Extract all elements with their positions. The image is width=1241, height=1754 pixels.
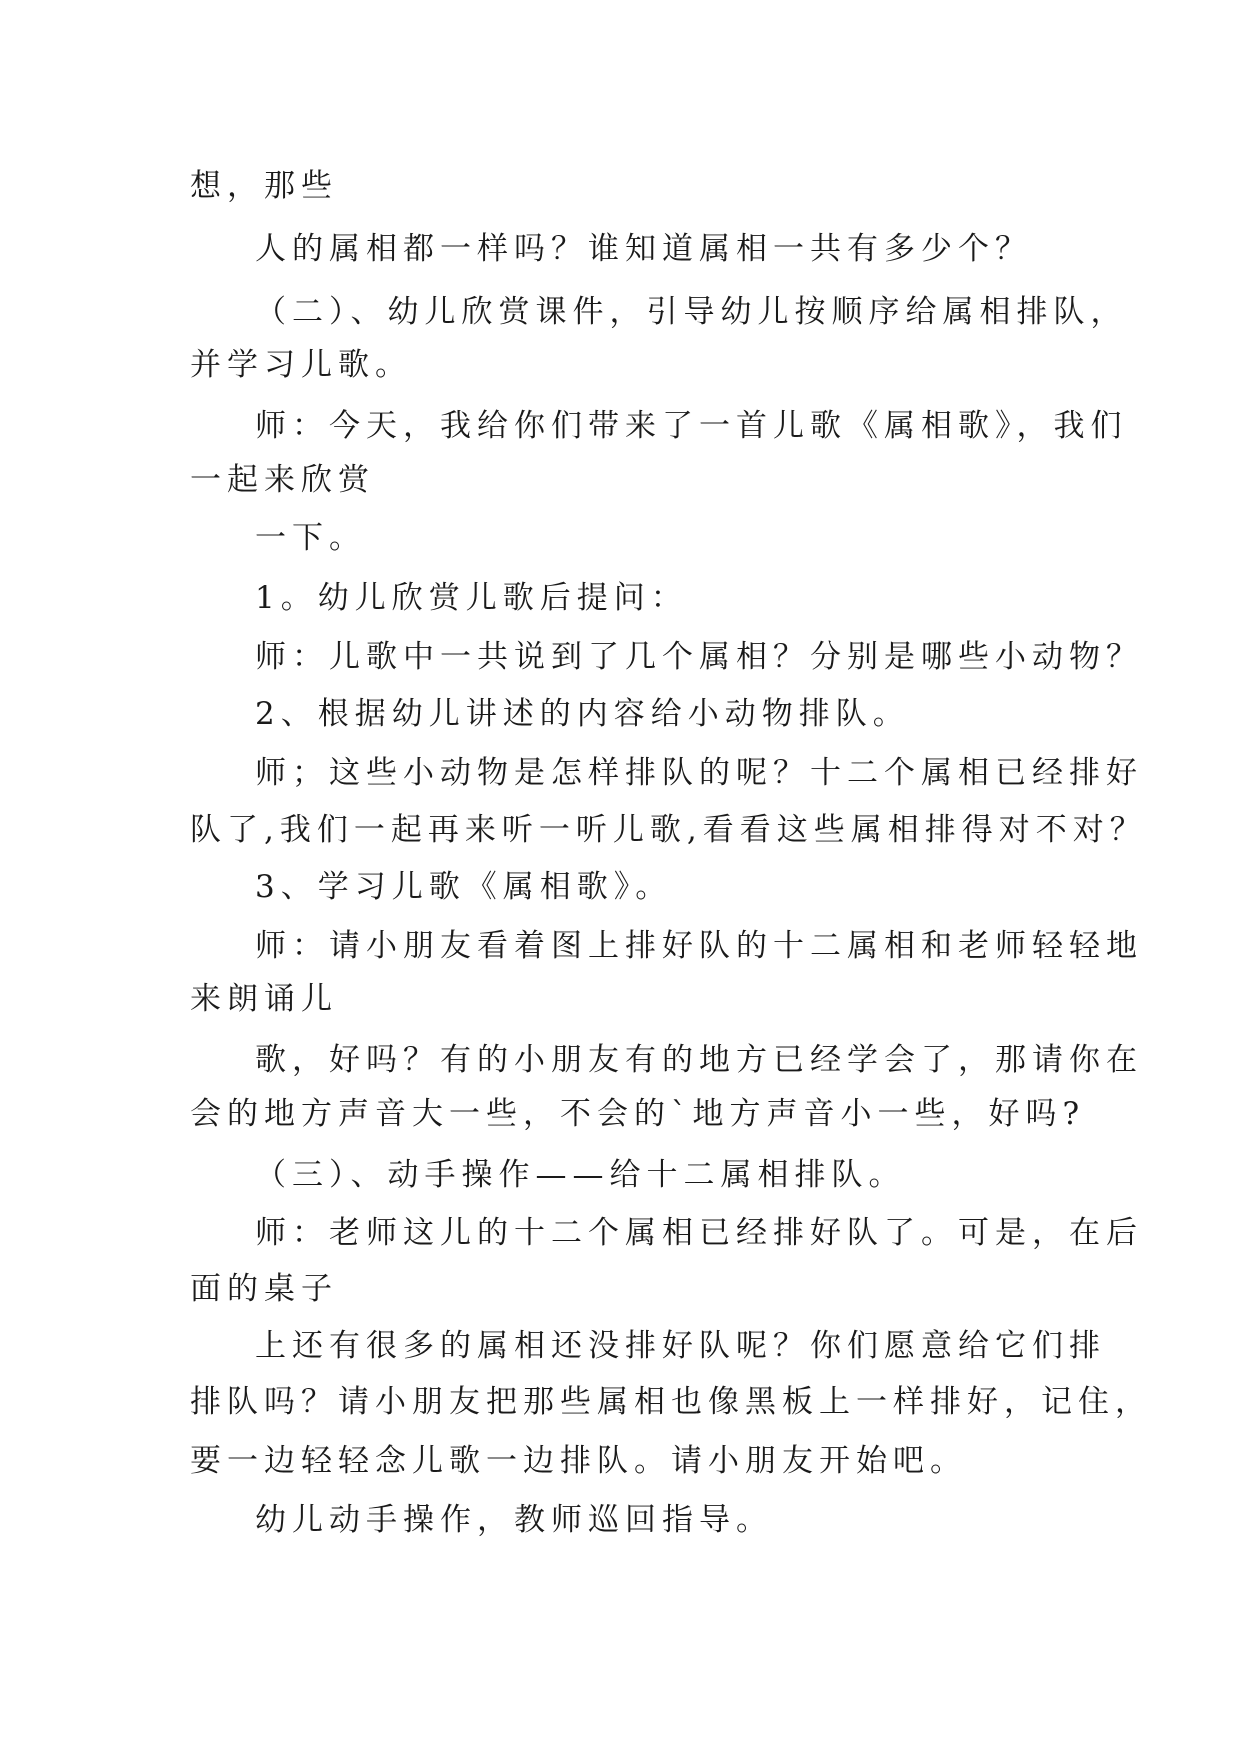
text-line: 一下。 xyxy=(255,520,366,556)
text-line: 2、根据幼儿讲述的内容给小动物排队。 xyxy=(255,696,910,732)
text-line: 师：今天，我给你们带来了一首儿歌《属相歌》，我们 xyxy=(255,408,1128,444)
text-line: （三）、动手操作——给十二属相排队。 xyxy=(255,1157,906,1193)
text-line: 面的桌子 xyxy=(190,1271,338,1307)
text-line: 1。幼儿欣赏儿歌后提问： xyxy=(255,580,688,616)
text-line: 师；这些小动物是怎样排队的呢？十二个属相已经排好 xyxy=(255,755,1143,791)
text-line: 歌，好吗？有的小朋友有的地方已经学会了，那请你在 xyxy=(255,1042,1143,1078)
text-line: 幼儿动手操作，教师巡回指导。 xyxy=(255,1502,773,1538)
text-line: 排队吗？请小朋友把那些属相也像黑板上一样排好，记住， xyxy=(190,1384,1152,1420)
text-line: （二）、幼儿欣赏课件，引导幼儿按顺序给属相排队， xyxy=(255,294,1128,330)
text-line: 想，那些 xyxy=(190,168,338,204)
text-line: 上还有很多的属相还没排好队呢？你们愿意给它们排 xyxy=(255,1328,1106,1364)
text-line: 要一边轻轻念儿歌一边排队。请小朋友开始吧。 xyxy=(190,1443,967,1479)
text-line: 会的地方声音大一些，不会的`地方声音小一些，好吗? xyxy=(190,1096,1086,1132)
text-line: 来朗诵儿 xyxy=(190,981,338,1017)
text-line: 队了,我们一起再来听一听儿歌,看看这些属相排得对不对？ xyxy=(190,812,1147,848)
text-line: 人的属相都一样吗？谁知道属相一共有多少个？ xyxy=(255,231,1032,267)
text-line: 并学习儿歌。 xyxy=(190,347,412,383)
text-line: 师：请小朋友看着图上排好队的十二属相和老师轻轻地 xyxy=(255,928,1143,964)
text-line: 一起来欣赏 xyxy=(190,462,375,498)
text-line: 师：老师这儿的十二个属相已经排好队了。可是，在后 xyxy=(255,1215,1143,1251)
text-line: 3、学习儿歌《属相歌》。 xyxy=(255,869,673,905)
text-line: 师：儿歌中一共说到了几个属相？分别是哪些小动物？ xyxy=(255,639,1143,675)
